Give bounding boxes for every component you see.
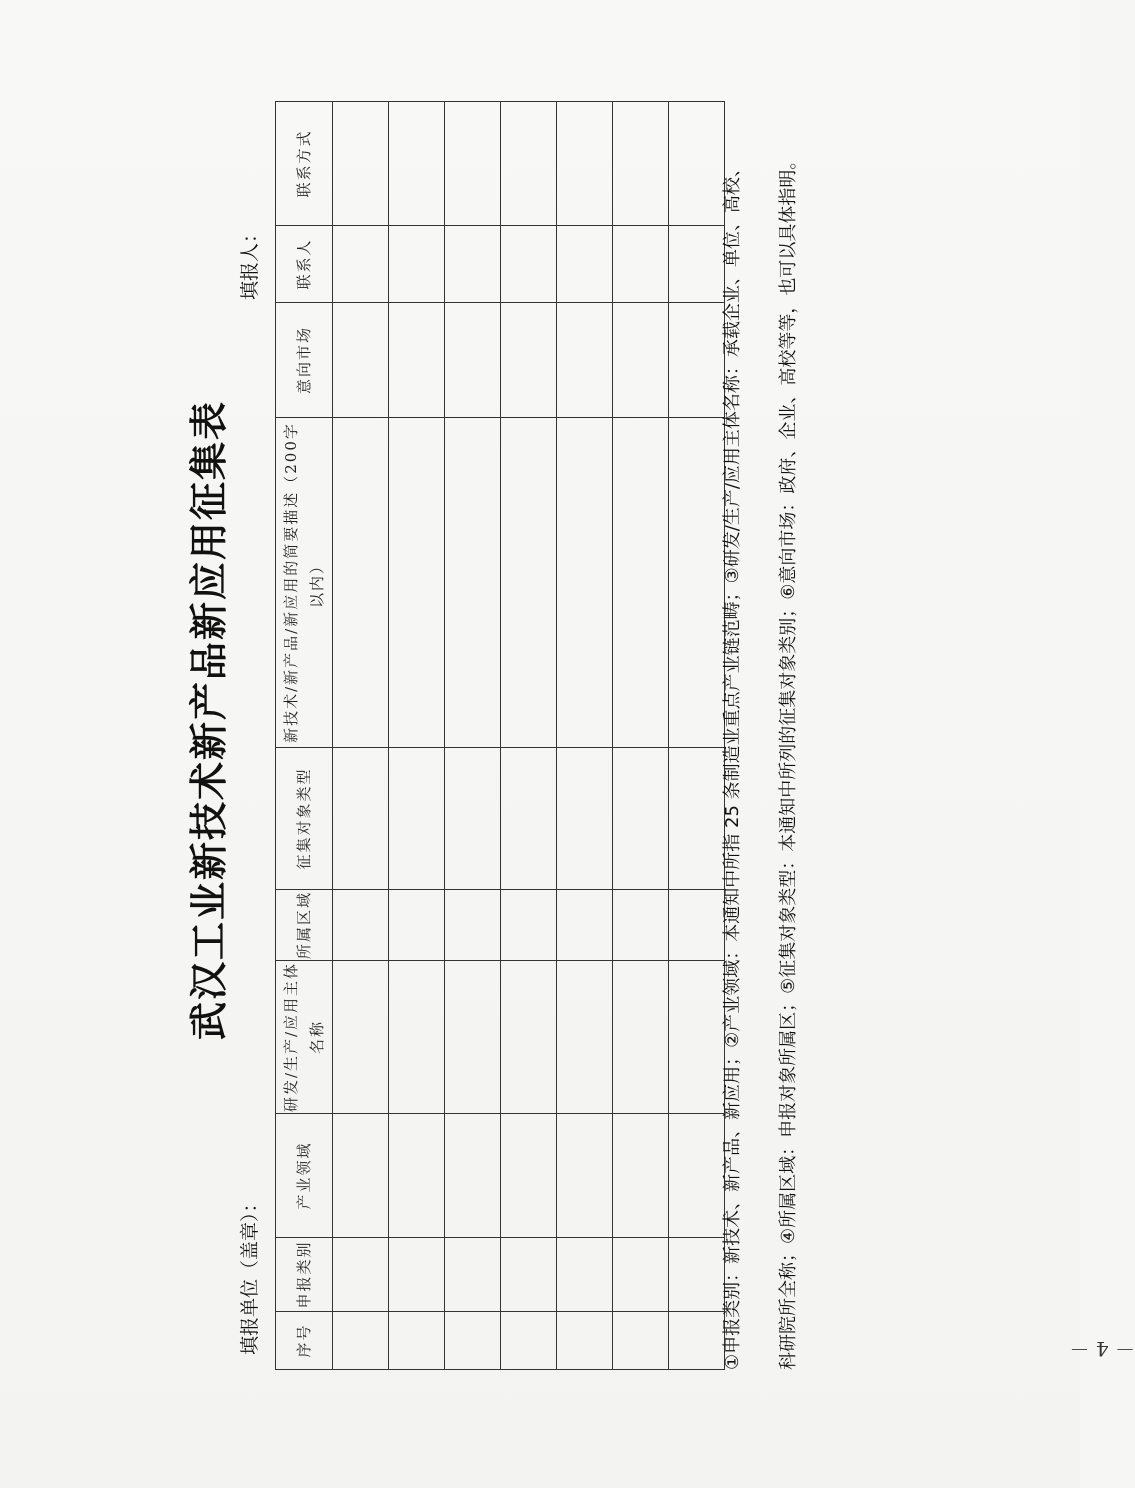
table-cell[interactable] xyxy=(445,961,501,1114)
table-cell[interactable] xyxy=(389,102,445,226)
table-cell[interactable] xyxy=(501,890,557,961)
table-cell[interactable] xyxy=(501,1238,557,1312)
header-contact-method: 联系方式 xyxy=(276,102,333,226)
table-cell[interactable] xyxy=(557,1238,613,1312)
table-cell[interactable] xyxy=(333,961,389,1114)
table-cell[interactable] xyxy=(333,748,389,890)
table-cell[interactable] xyxy=(557,102,613,226)
table-cell[interactable] xyxy=(389,418,445,748)
table-cell[interactable] xyxy=(445,1238,501,1312)
table-cell[interactable] xyxy=(333,1114,389,1238)
table-cell[interactable] xyxy=(613,748,669,890)
table-cell[interactable] xyxy=(389,1238,445,1312)
form-title: 武汉工业新技术新产品新应用征集表 xyxy=(187,399,231,1040)
header-target-market: 意向市场 xyxy=(276,303,333,418)
header-contact-person: 联系人 xyxy=(276,226,333,303)
table-cell[interactable] xyxy=(557,418,613,748)
reporting-unit-label: 填报单位（盖章）： xyxy=(239,1193,261,1355)
table-cell[interactable] xyxy=(557,226,613,303)
table-cell[interactable] xyxy=(557,748,613,890)
table-cell[interactable] xyxy=(613,303,669,418)
header-serial-number: 序号 xyxy=(276,1312,333,1370)
table-cell[interactable] xyxy=(613,1238,669,1312)
landscape-sheet xyxy=(90,100,1135,1400)
table-cell[interactable] xyxy=(333,1238,389,1312)
table-cell[interactable] xyxy=(613,226,669,303)
table-cell[interactable] xyxy=(333,102,389,226)
table-cell[interactable] xyxy=(557,1114,613,1238)
table-cell[interactable] xyxy=(613,418,669,748)
table-cell[interactable] xyxy=(613,961,669,1114)
table-cell[interactable] xyxy=(613,102,669,226)
table-cell[interactable] xyxy=(445,102,501,226)
table-cell[interactable] xyxy=(501,961,557,1114)
table-body xyxy=(333,102,725,1370)
table-cell[interactable] xyxy=(613,890,669,961)
table-cell[interactable] xyxy=(501,1114,557,1238)
table-cell[interactable] xyxy=(389,303,445,418)
table-cell[interactable] xyxy=(389,1114,445,1238)
table-cell[interactable] xyxy=(333,226,389,303)
table-cell[interactable] xyxy=(389,748,445,890)
table-cell[interactable] xyxy=(445,890,501,961)
table-cell[interactable] xyxy=(389,890,445,961)
table-row xyxy=(333,102,389,1370)
table-cell[interactable] xyxy=(501,1312,557,1370)
table-cell[interactable] xyxy=(333,303,389,418)
table-cell[interactable] xyxy=(445,418,501,748)
table-cell[interactable] xyxy=(333,418,389,748)
table-cell[interactable] xyxy=(613,1312,669,1370)
header-object-type: 征集对象类型 xyxy=(276,748,333,890)
table-cell[interactable] xyxy=(501,102,557,226)
header-application-category: 申报类别 xyxy=(276,1238,333,1312)
table-cell[interactable] xyxy=(445,303,501,418)
table-cell[interactable] xyxy=(557,303,613,418)
table-cell[interactable] xyxy=(501,748,557,890)
header-region: 所属区域 xyxy=(276,890,333,961)
notes-line-1: ①申报类别：新技术、新产品、新应用；②产业领域：本通知中所指 25 条制造业重点产业链范畴；③研发/生产/应用主体名称：承载企业、单位、高校、 xyxy=(722,159,743,1370)
header-industry-field: 产业领域 xyxy=(276,1114,333,1238)
table-cell[interactable] xyxy=(557,890,613,961)
table-cell[interactable] xyxy=(501,226,557,303)
table-cell[interactable] xyxy=(501,303,557,418)
reporter-label: 填报人： xyxy=(239,223,261,300)
table-cell[interactable] xyxy=(613,1114,669,1238)
table-cell[interactable] xyxy=(389,226,445,303)
table-notes xyxy=(705,100,817,1370)
table-cell[interactable] xyxy=(557,961,613,1114)
table-cell[interactable] xyxy=(333,1312,389,1370)
table-cell[interactable] xyxy=(445,1114,501,1238)
table-cell[interactable] xyxy=(389,961,445,1114)
table-cell[interactable] xyxy=(445,748,501,890)
table-cell[interactable] xyxy=(445,226,501,303)
header-description: 新技术/新产品/新应用的简要描述（200字以内） xyxy=(276,418,333,748)
table-cell[interactable] xyxy=(557,1312,613,1370)
table-cell[interactable] xyxy=(501,418,557,748)
table-cell[interactable] xyxy=(445,1312,501,1370)
header-entity-name: 研发/生产/应用主体名称 xyxy=(276,961,333,1114)
table-row xyxy=(501,102,557,1370)
table-cell[interactable] xyxy=(389,1312,445,1370)
table-row xyxy=(557,102,613,1370)
table-header-row xyxy=(276,102,333,1370)
page-number: － 4 － xyxy=(1069,1337,1135,1361)
table-row xyxy=(389,102,445,1370)
table-row xyxy=(613,102,669,1370)
table-row xyxy=(445,102,501,1370)
table-cell[interactable] xyxy=(333,890,389,961)
notes-line-2: 科研院所全称；④所属区域：申报对象所属区；⑤征集对象类型：本通知中所列的征集对象类别；⑥意向市场：政府、企业、高校等等，也可以具体指明。 xyxy=(778,151,799,1370)
collection-table xyxy=(275,101,725,1370)
